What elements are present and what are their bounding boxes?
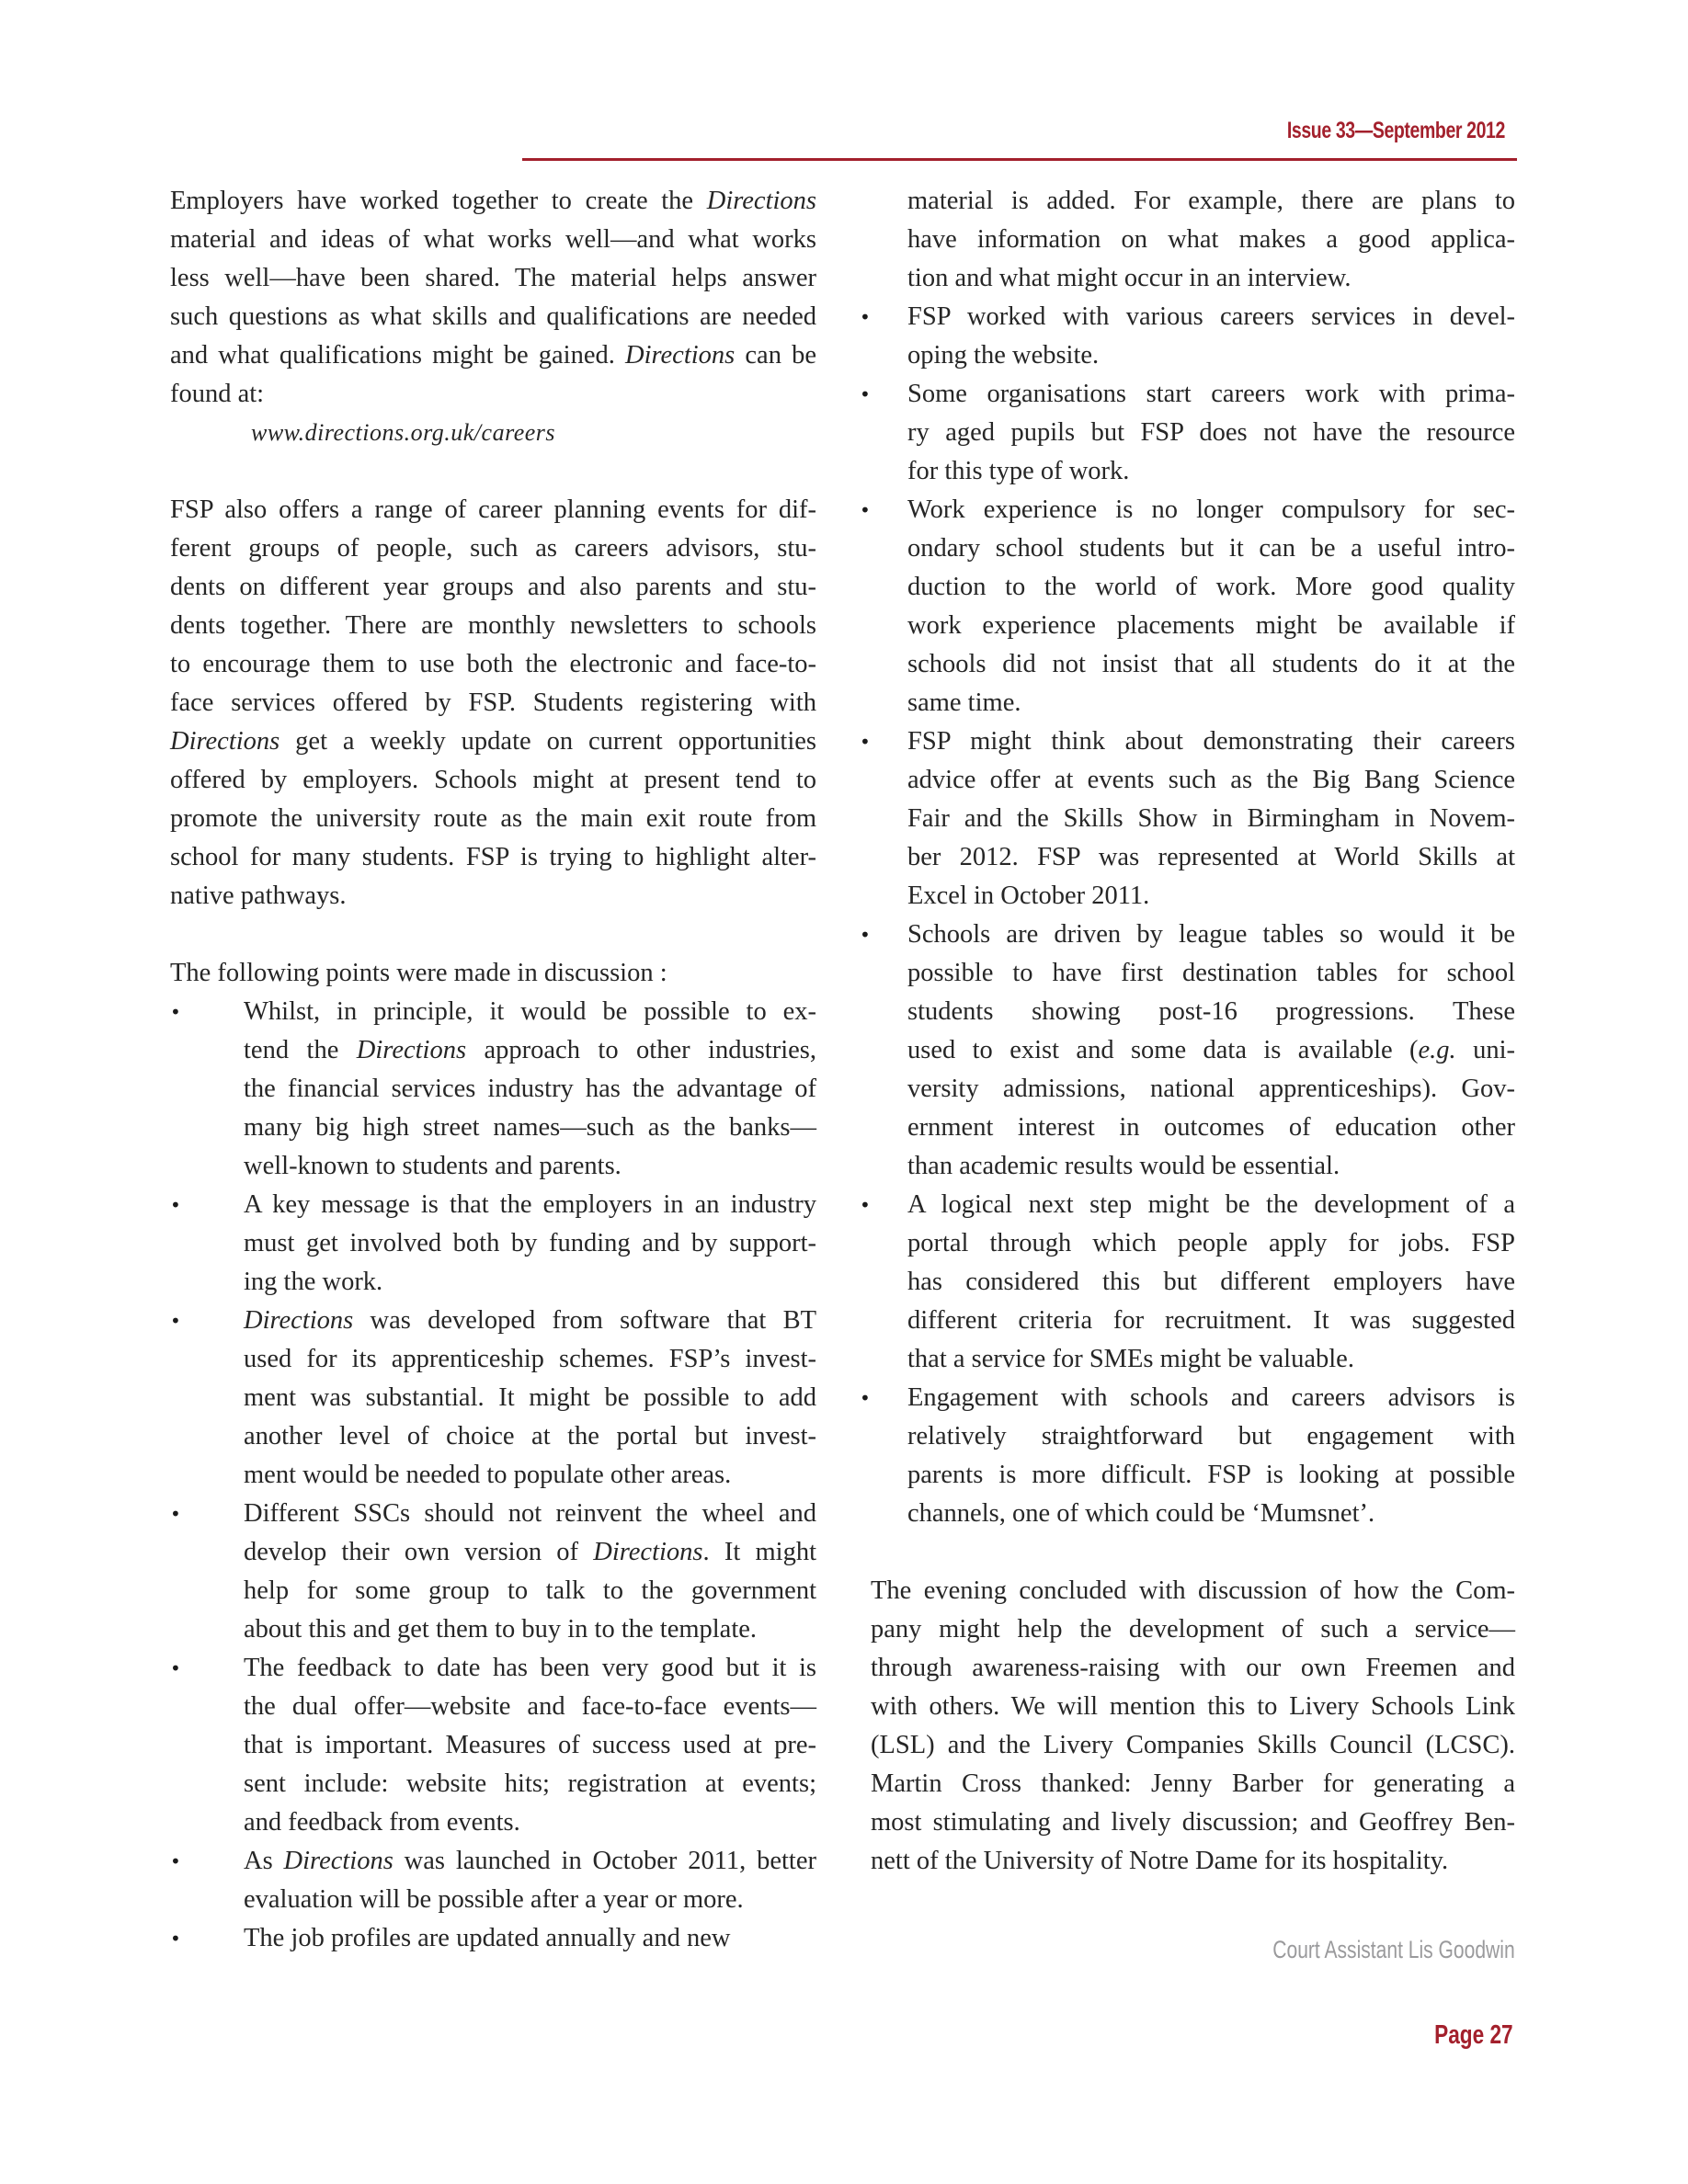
text-line: Engagement with schools and careers advisors is bbox=[907, 1383, 1515, 1412]
text-line: ment would be needed to populate other areas. bbox=[244, 1461, 732, 1489]
right-column bbox=[860, 182, 1515, 1881]
spacer bbox=[871, 1533, 1515, 1572]
text-line: The evening concluded with discussion of how the Com- bbox=[871, 1576, 1515, 1605]
text-line: help for some group to talk to the government bbox=[244, 1576, 816, 1605]
bullet-text bbox=[244, 1842, 816, 1919]
text-line: Some organisations start careers work with prima- bbox=[907, 380, 1515, 408]
text-line: for this type of work. bbox=[907, 457, 1130, 485]
bullet-icon: • bbox=[860, 1387, 871, 1409]
bullet-icon: • bbox=[860, 306, 871, 328]
text-line: ber 2012. FSP was represented at World Skills at bbox=[907, 843, 1515, 871]
text-line: parents is more difficult. FSP is looking at possible bbox=[907, 1461, 1515, 1489]
bullet-icon: • bbox=[860, 383, 871, 405]
text-line: material is added. For example, there are plans to bbox=[907, 187, 1515, 215]
text-line: dents on different year groups and also parents and stu- bbox=[170, 573, 816, 601]
bullet-text bbox=[244, 1919, 816, 1958]
bullet-icon: • bbox=[170, 1928, 181, 1950]
text-line: and what qualifications might be gained. Directions can be bbox=[170, 341, 816, 370]
text-line: Fair and the Skills Show in Birmingham in Novem- bbox=[907, 804, 1515, 833]
text-line: ondary school students but it can be a useful intro- bbox=[907, 534, 1515, 563]
text-line: nett of the University of Notre Dame for its hospitality. bbox=[871, 1847, 1449, 1875]
bullet-text bbox=[907, 1186, 1515, 1379]
text-line: (LSL) and the Livery Companies Skills Council (LCSC). bbox=[871, 1731, 1515, 1759]
text-line: than academic results would be essential. bbox=[907, 1152, 1340, 1180]
text-line: has considered this but different employers have bbox=[907, 1268, 1515, 1296]
bullet-icon: • bbox=[170, 1850, 181, 1872]
text-line: promote the university route as the main exit route from bbox=[170, 804, 816, 833]
text-line: Schools are driven by league tables so would it be bbox=[907, 920, 1515, 949]
text-line: must get involved both by funding and by support- bbox=[244, 1229, 816, 1257]
text-line: found at: bbox=[170, 380, 265, 408]
spacer bbox=[170, 452, 816, 491]
bullet-text bbox=[907, 916, 1515, 1186]
text-line: less well—have been shared. The material helps answer bbox=[170, 264, 816, 292]
text-line: work experience placements might be available if bbox=[907, 611, 1515, 640]
text-line: with others. We will mention this to Livery Schools Link bbox=[871, 1692, 1515, 1721]
bullet-item bbox=[860, 722, 1515, 916]
text-line: native pathways. bbox=[170, 882, 347, 910]
bullet-item bbox=[170, 1919, 816, 1958]
text-line: same time. bbox=[907, 688, 1021, 717]
text-line: material and ideas of what works well—and what works bbox=[170, 225, 816, 254]
text-line: and feedback from events. bbox=[244, 1808, 520, 1837]
bullet-text bbox=[244, 1186, 816, 1302]
text-line: ernment interest in outcomes of education other bbox=[907, 1113, 1515, 1142]
text-line: Directions was developed from software that BT bbox=[244, 1306, 816, 1335]
bullet-item bbox=[860, 375, 1515, 491]
intro-paragraph bbox=[170, 182, 816, 414]
bullet-item bbox=[860, 1186, 1515, 1379]
bullet-text bbox=[907, 722, 1515, 916]
text-line: the dual offer—website and face-to-face events— bbox=[244, 1692, 816, 1721]
bullet-item bbox=[860, 298, 1515, 375]
text-line: ferent groups of people, such as careers advisors, stu- bbox=[170, 534, 816, 563]
discussion-bullets-left bbox=[170, 993, 816, 1958]
bullet-text bbox=[907, 375, 1515, 491]
fsp-events-paragraph bbox=[170, 491, 816, 916]
bullet-item bbox=[860, 1379, 1515, 1533]
bullet-item bbox=[860, 491, 1515, 722]
discussion-lead: The following points were made in discussion : bbox=[170, 959, 667, 987]
text-line: Martin Cross thanked: Jenny Barber for generating a bbox=[871, 1769, 1515, 1798]
text-line: students showing post-16 progressions. These bbox=[907, 997, 1515, 1026]
text-line: about this and get them to buy in to the template. bbox=[244, 1615, 758, 1644]
bullet-icon: • bbox=[170, 1657, 181, 1679]
bullet-item bbox=[170, 1495, 816, 1649]
text-line: FSP also offers a range of career planning events for dif- bbox=[170, 495, 816, 524]
text-line: offered by employers. Schools might at present tend to bbox=[170, 766, 816, 794]
text-line: Work experience is no longer compulsory for sec- bbox=[907, 495, 1515, 524]
text-line: schools did not insist that all students do it at the bbox=[907, 650, 1515, 678]
text-line: different criteria for recruitment. It was suggested bbox=[907, 1306, 1515, 1335]
text-line: Directions get a weekly update on current opportunities bbox=[170, 727, 816, 756]
text-line: Different SSCs should not reinvent the wheel and bbox=[244, 1499, 816, 1528]
text-line: develop their own version of Directions. It might bbox=[244, 1538, 816, 1566]
text-line: to encourage them to use both the electronic and face-to- bbox=[170, 650, 816, 678]
bullet-icon: • bbox=[170, 1194, 181, 1216]
bullet-item bbox=[170, 1842, 816, 1919]
text-line: duction to the world of work. More good quality bbox=[907, 573, 1515, 601]
text-line: Whilst, in principle, it would be possible to ex- bbox=[244, 997, 816, 1026]
text-line: have information on what makes a good applica- bbox=[907, 225, 1515, 254]
text-line: portal through which people apply for jobs. FSP bbox=[907, 1229, 1515, 1257]
bullet-icon: • bbox=[170, 1310, 181, 1332]
bullet-icon: • bbox=[860, 1194, 871, 1216]
text-line: the financial services industry has the advantage of bbox=[244, 1075, 816, 1103]
author-signature: Court Assistant Lis Goodwin bbox=[1272, 1936, 1515, 1963]
text-line: relatively straightforward but engagement with bbox=[907, 1422, 1515, 1450]
text-line: A logical next step might be the development of a bbox=[907, 1190, 1515, 1219]
issue-header: Issue 33—September 2012 bbox=[1286, 118, 1505, 143]
text-line: that a service for SMEs might be valuable. bbox=[907, 1345, 1354, 1373]
bullet-text bbox=[907, 298, 1515, 375]
discussion-bullets-right bbox=[860, 298, 1515, 1533]
text-line: channels, one of which could be ‘Mumsnet’. bbox=[907, 1499, 1375, 1528]
text-line: another level of choice at the portal but invest- bbox=[244, 1422, 816, 1450]
bullet-item bbox=[860, 916, 1515, 1186]
page-number: Page 27 bbox=[1434, 2020, 1513, 2050]
text-line: pany might help the development of such a service— bbox=[871, 1615, 1515, 1644]
text-line: FSP might think about demonstrating their careers bbox=[907, 727, 1515, 756]
text-line: through awareness-raising with our own Freemen and bbox=[871, 1654, 1515, 1682]
text-line: used for its apprenticeship schemes. FSP’s invest- bbox=[244, 1345, 816, 1373]
text-line: face services offered by FSP. Students registering with bbox=[170, 688, 816, 717]
text-line: oping the website. bbox=[907, 341, 1100, 370]
text-line: used to exist and some data is available (e.g. uni- bbox=[907, 1036, 1515, 1064]
bullet-text bbox=[244, 1302, 816, 1495]
text-line: many big high street names—such as the banks— bbox=[244, 1113, 816, 1142]
directions-url: www.directions.org.uk/careers bbox=[251, 419, 556, 446]
bullet-item bbox=[170, 1302, 816, 1495]
bullet-text bbox=[244, 993, 816, 1186]
text-line: Excel in October 2011. bbox=[907, 882, 1150, 910]
bullet-continuation bbox=[871, 182, 1515, 298]
spacer bbox=[170, 916, 816, 954]
text-line: tend the Directions approach to other industries, bbox=[244, 1036, 816, 1064]
bullet-item bbox=[170, 1649, 816, 1842]
bullet-item bbox=[170, 1186, 816, 1302]
text-line: possible to have first destination tables for school bbox=[907, 959, 1515, 987]
bullet-icon: • bbox=[860, 499, 871, 521]
text-line: most stimulating and lively discussion; and Geoffrey Ben- bbox=[871, 1808, 1515, 1837]
bullet-text bbox=[244, 1495, 816, 1649]
text-line: The job profiles are updated annually and new bbox=[244, 1924, 731, 1952]
text-line: school for many students. FSP is trying to highlight alter- bbox=[170, 843, 816, 871]
text-line: advice offer at events such as the Big Bang Science bbox=[907, 766, 1515, 794]
bullet-text bbox=[244, 1649, 816, 1842]
bullet-icon: • bbox=[860, 731, 871, 753]
text-line: such questions as what skills and qualifications are needed bbox=[170, 302, 816, 331]
text-line: FSP worked with various careers services in devel- bbox=[907, 302, 1515, 331]
text-line: ment was substantial. It might be possible to add bbox=[244, 1383, 816, 1412]
text-line: dents together. There are monthly newsletters to schools bbox=[170, 611, 816, 640]
bullet-text bbox=[907, 491, 1515, 722]
text-line: versity admissions, national apprenticeships). Gov- bbox=[907, 1075, 1515, 1103]
bullet-icon: • bbox=[860, 924, 871, 946]
closing-paragraph bbox=[871, 1572, 1515, 1881]
bullet-item bbox=[170, 993, 816, 1186]
bullet-text bbox=[907, 1379, 1515, 1533]
text-line: sent include: website hits; registration at events; bbox=[244, 1769, 816, 1798]
text-line: that is important. Measures of success used at pre- bbox=[244, 1731, 816, 1759]
text-line: ry aged pupils but FSP does not have the resource bbox=[907, 418, 1515, 447]
text-line: evaluation will be possible after a year or more. bbox=[244, 1885, 744, 1914]
bullet-icon: • bbox=[170, 1503, 181, 1525]
left-column bbox=[170, 182, 816, 1958]
text-line: ing the work. bbox=[244, 1268, 383, 1296]
text-line: tion and what might occur in an interview. bbox=[907, 264, 1352, 292]
text-line: As Directions was launched in October 2011, better bbox=[244, 1847, 816, 1875]
text-line: well-known to students and parents. bbox=[244, 1152, 622, 1180]
text-line: Employers have worked together to create the Directions bbox=[170, 187, 816, 215]
text-line: A key message is that the employers in an industry bbox=[244, 1190, 816, 1219]
text-line: The feedback to date has been very good but it is bbox=[244, 1654, 816, 1682]
bullet-icon: • bbox=[170, 1001, 181, 1023]
header-rule bbox=[522, 158, 1517, 161]
